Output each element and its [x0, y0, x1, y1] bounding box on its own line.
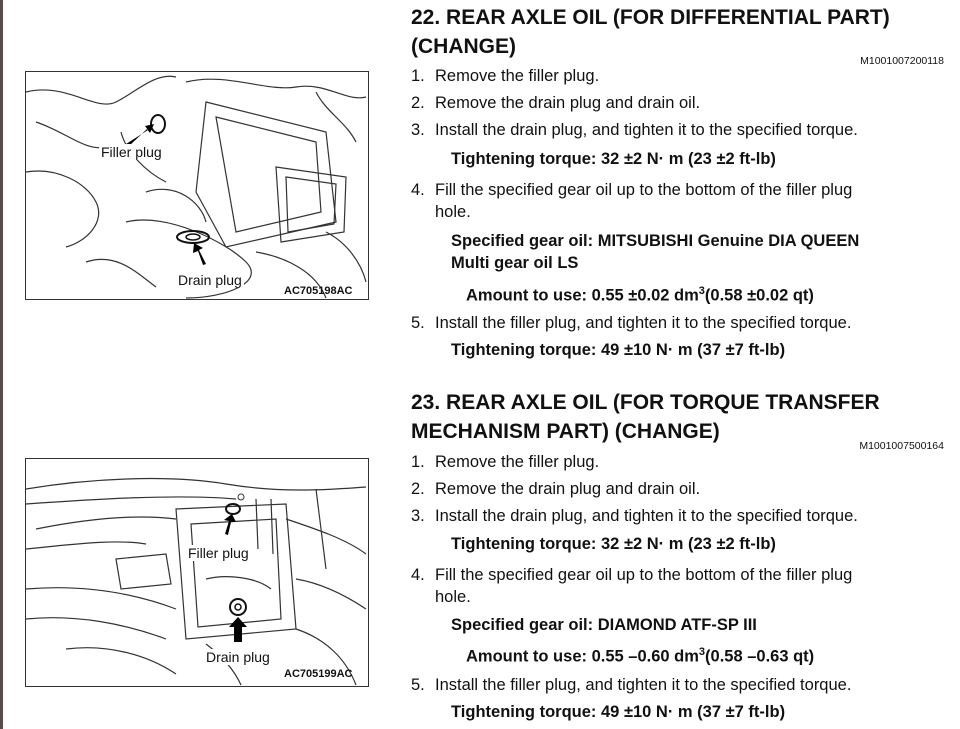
step-number: 1. [411, 453, 425, 471]
step-number: 2. [411, 94, 425, 112]
step-number: 1. [411, 67, 425, 85]
filler-plug-label: Filler plug [101, 144, 162, 160]
step-number: 5. [411, 314, 425, 332]
section-23-title [411, 388, 941, 446]
section-title-line: (CHANGE) [411, 35, 516, 58]
figure-torque-transfer [25, 458, 369, 687]
page-edge [0, 0, 3, 729]
step-5 [411, 674, 941, 696]
step-2 [411, 478, 941, 500]
amount-text: Amount to use: 0.55 ±0.02 dm [466, 286, 699, 305]
step-text: Remove the filler plug. [435, 67, 600, 85]
step-text-continued: hole. [435, 203, 471, 221]
amount-text: Amount to use: 0.55 –0.60 dm [466, 647, 699, 666]
section-23-code: M1001007500164 [859, 440, 944, 452]
figure-code: AC705198AC [284, 285, 353, 297]
amount-text: (0.58 ±0.02 qt) [704, 286, 814, 305]
amount-superscript: 3 [698, 285, 705, 297]
tightening-torque: Tightening torque: 49 ±10 N· m (37 ±7 ft-lb) [451, 703, 786, 721]
gear-oil-line: Multi gear oil LS [451, 254, 579, 272]
figure-differential [25, 71, 369, 300]
tightening-torque: Tightening torque: 49 ±10 N· m (37 ±7 ft-lb) [451, 341, 786, 359]
step-number: 5. [411, 676, 425, 694]
section-22-code: M1001007200118 [860, 55, 944, 67]
step-text: Remove the drain plug and drain oil. [435, 480, 701, 498]
drain-plug-label: Drain plug [178, 272, 242, 288]
step-text: Install the drain plug, and tighten it to the specified torque. [435, 507, 858, 525]
step-text-continued: hole. [435, 588, 471, 606]
step-text: Install the drain plug, and tighten it to the specified torque. [435, 121, 858, 139]
amount-superscript: 3 [698, 646, 706, 658]
step-number: 4. [411, 181, 425, 199]
step-5 [411, 312, 941, 334]
tightening-torque: Tightening torque: 32 ±2 N· m (23 ±2 ft-lb) [451, 535, 776, 553]
step-text: Install the filler plug, and tighten it to the specified torque. [435, 314, 852, 332]
specified-gear-oil: Specified gear oil: DIAMOND ATF-SP III [451, 616, 757, 634]
torque-transfer-illustration [26, 459, 368, 686]
step-number: 4. [411, 566, 425, 584]
step-text: Remove the filler plug. [435, 453, 600, 471]
step-text: Fill the specified gear oil up to the bottom of the filler plug [435, 566, 853, 584]
tightening-torque: Tightening torque: 32 ±2 N· m (23 ±2 ft-lb) [451, 150, 776, 168]
section-22-title [411, 3, 941, 61]
specified-gear-oil [451, 230, 859, 274]
figure-code: AC705199AC [284, 668, 353, 680]
step-2 [411, 92, 941, 114]
amount-to-use [466, 641, 814, 668]
section-title-line: 23. REAR AXLE OIL (FOR TORQUE TRANSFER [411, 391, 880, 414]
step-number: 2. [411, 480, 425, 498]
amount-text: (0.58 –0.63 qt) [705, 647, 815, 666]
gear-oil-line: Specified gear oil: MITSUBISHI Genuine DIA QUEEN [451, 232, 860, 250]
drain-plug-label: Drain plug [206, 649, 270, 665]
section-title-line: 22. REAR AXLE OIL (FOR DIFFERENTIAL PART) [411, 6, 890, 29]
step-1 [411, 65, 941, 87]
filler-plug-label: Filler plug [188, 545, 249, 561]
section-title-line: MECHANISM PART) (CHANGE) [411, 420, 720, 443]
step-text: Fill the specified gear oil up to the bottom of the filler plug [435, 181, 853, 199]
step-text: Install the filler plug, and tighten it to the specified torque. [435, 676, 852, 694]
step-4 [411, 564, 941, 608]
step-number: 3. [411, 121, 425, 139]
step-3 [411, 505, 941, 527]
step-1 [411, 451, 941, 473]
step-number: 3. [411, 507, 425, 525]
step-3 [411, 119, 941, 141]
amount-to-use [466, 280, 814, 307]
step-4 [411, 179, 941, 223]
differential-illustration [26, 72, 368, 299]
step-text: Remove the drain plug and drain oil. [435, 94, 701, 112]
